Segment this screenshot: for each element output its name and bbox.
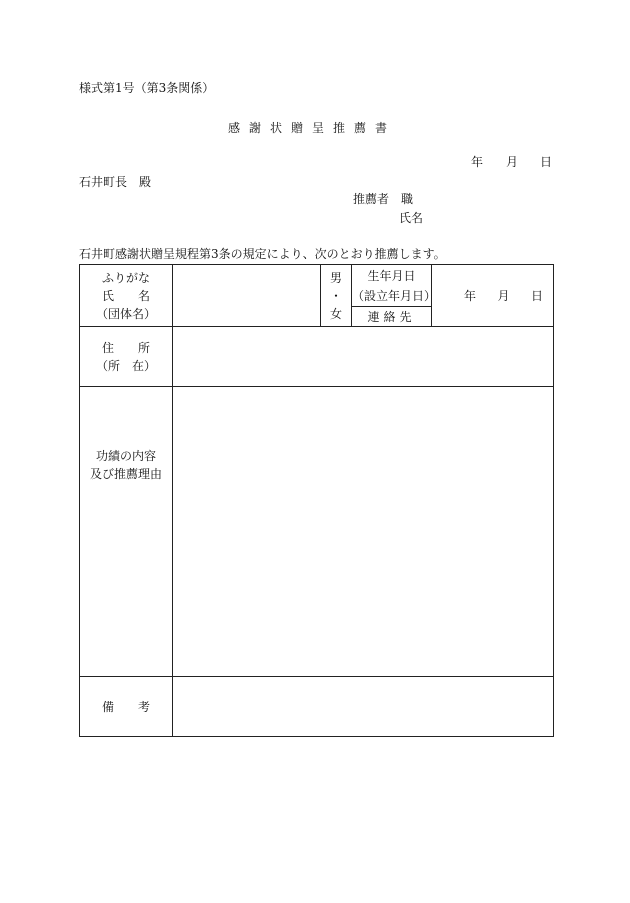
birth-date-field[interactable] (432, 265, 554, 327)
location-label: （所 在） (95, 358, 156, 373)
gender-cell[interactable] (321, 265, 352, 327)
recommender-position-label: 職 (401, 192, 414, 206)
achievements-label-cell (80, 387, 173, 677)
recommendation-form-table (79, 264, 554, 737)
recommender-label: 推薦者 (353, 192, 390, 206)
contact-label: 連絡先 (352, 307, 432, 327)
name-label: 氏 名 (101, 288, 150, 303)
remarks-label: 備 考 (80, 677, 173, 737)
birth-date-label: 生年月日 (367, 268, 416, 283)
gender-male-label: 男 (329, 270, 342, 285)
recommender-name-label: 氏名 (399, 211, 424, 225)
intro-text: 石井町感謝状贈呈規程第3条の規定により、次のとおり推薦します。 (79, 247, 446, 261)
addressee: 石井町長 殿 (79, 175, 152, 189)
address-label: 住 所 (101, 340, 150, 355)
remarks-field[interactable] (173, 677, 554, 737)
gender-female-label: 女 (329, 306, 342, 321)
address-label-cell (80, 327, 173, 387)
gender-dot: ・ (329, 288, 342, 303)
founding-date-label: （設立年月日） (352, 288, 437, 303)
date-day-label: 日 (540, 155, 553, 169)
reason-label: 及び推薦理由 (89, 467, 162, 481)
address-field[interactable] (173, 327, 554, 387)
birth-year-label: 年 (464, 288, 477, 303)
achievements-field[interactable] (173, 387, 554, 677)
birth-day-label: 日 (530, 288, 543, 303)
furigana-label: ふりがな (101, 270, 150, 285)
name-label-cell (80, 265, 173, 327)
name-field[interactable] (173, 265, 321, 327)
date-month-label: 月 (506, 155, 519, 169)
achievements-label: 功績の内容 (95, 449, 156, 463)
group-name-label: （団体名） (95, 306, 156, 321)
page-title: 感謝状贈呈推薦書 (228, 121, 397, 135)
date-year-label: 年 (471, 155, 484, 169)
birth-label-cell (352, 265, 437, 307)
birth-month-label: 月 (497, 288, 510, 303)
form-number: 様式第1号（第3条関係） (79, 81, 215, 95)
